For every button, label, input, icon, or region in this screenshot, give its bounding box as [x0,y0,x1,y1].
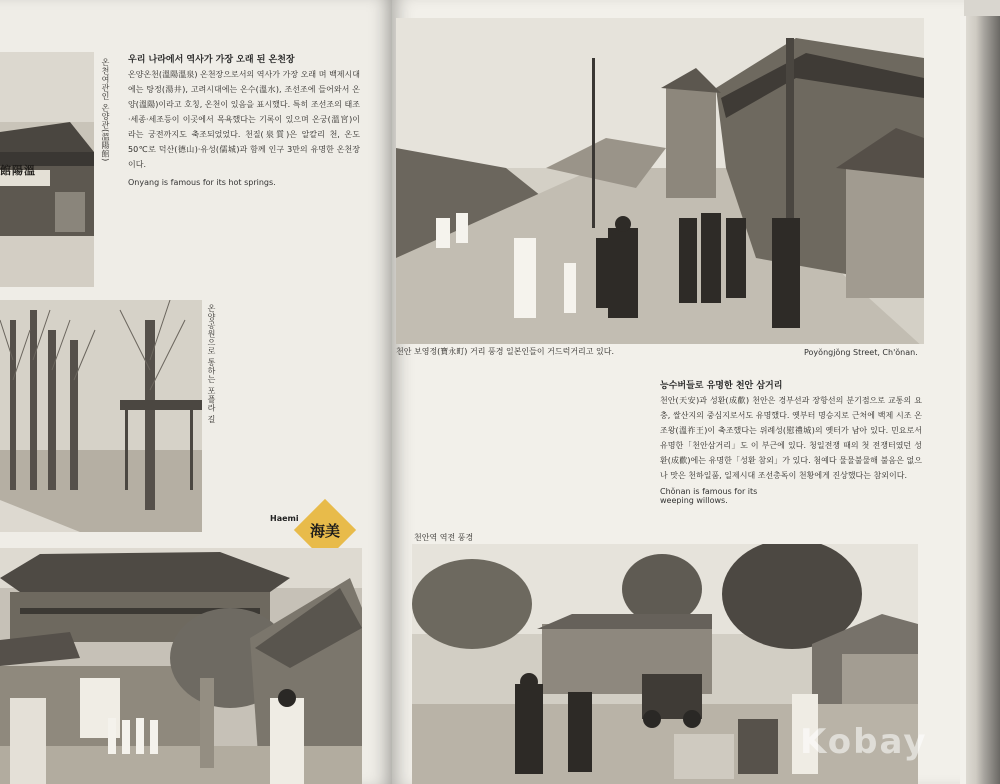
onyang-inn-vertical-caption: 온천여관인 온양관(溫陽館) [101,58,110,162]
chonan-title: 능수버들로 유명한 천안 삼거리 [660,381,783,391]
poyongjong-caption-kr: 천안 보영정(寶永町) 거리 풍경 일본인들이 거드럭거리고 있다. [396,347,615,356]
onyang-caption-en: Onyang is famous for its hot springs. [128,178,276,187]
chonan-caption-en: Chŏnan is famous for its weeping willows. [660,487,758,505]
right-page [392,0,964,784]
poyongjong-street-photo [396,18,924,344]
poplar-road-vertical-caption: 온양공원으로 통하는 포플라 길 [207,304,216,424]
onyang-body: 온양온천(溫陽溫泉) 온천장으로서의 역사가 가장 오래 며 백제시대에는 탕정(湯井), 고려시대에는 온수(溫水), 조선조에 들어와서 온양(溫陽)이라고 호칭, 온천이 있음을 표시했다. 특히 조선조의 태조·세종·세조등이 이곳에서 목욕했다는 기록이 있으며 온궁(溫宮)이라는 궁전까지도 축조되었었다. 천질(泉質)은 알칼리 천, 온도 50℃로 덕산(德山)·유성(儒城)과 함께 인구 3만의 유명한 온천장이다. [128,70,360,169]
kobay-watermark: Kobay [800,722,928,762]
station-caption-kr: 천안역 역전 풍경 [414,533,474,542]
haemi-label: Haemi [270,514,299,523]
onyang-title: 우리 나라에서 역사가 가장 오래 된 온천장 [128,55,295,65]
chonan-body: 천안(天安)과 성환(成歡) 천안은 경부선과 장항선의 분기점으로 교통의 요충, 쌀산지의 중심지로서도 유명했다. 옛부터 명승지로 근처에 백제 시조 온조왕(溫祚王)이 축조했다는 위례성(慰禮城)의 옛터가 남아 있다. 민요로서 유명한「천안삼거리」도 이 부근에 있다. 청일전쟁 때의 첫 전쟁터였던 성환(成歡)에는 유명한「성환 참외」가 있다. 첨예다 물물불물해 불음은 없으나 맛은 천하일품, 일제시대 조선총독이 천황에게 진상했다는 참외이다. [660,396,922,480]
haemi-hanja: 海美 [309,522,340,540]
page-edge [960,16,1000,784]
onyang-text-block [128,52,360,187]
left-page [0,0,392,784]
onyang-inn-sign: 館陽溫 [0,164,36,177]
haemi-gate-photo [0,548,362,784]
chonan-text-block [660,378,922,505]
poyongjong-caption-en: Poyŏngjŏng Street, Ch'ŏnan. [804,348,918,357]
poplar-road-photo [0,300,202,532]
